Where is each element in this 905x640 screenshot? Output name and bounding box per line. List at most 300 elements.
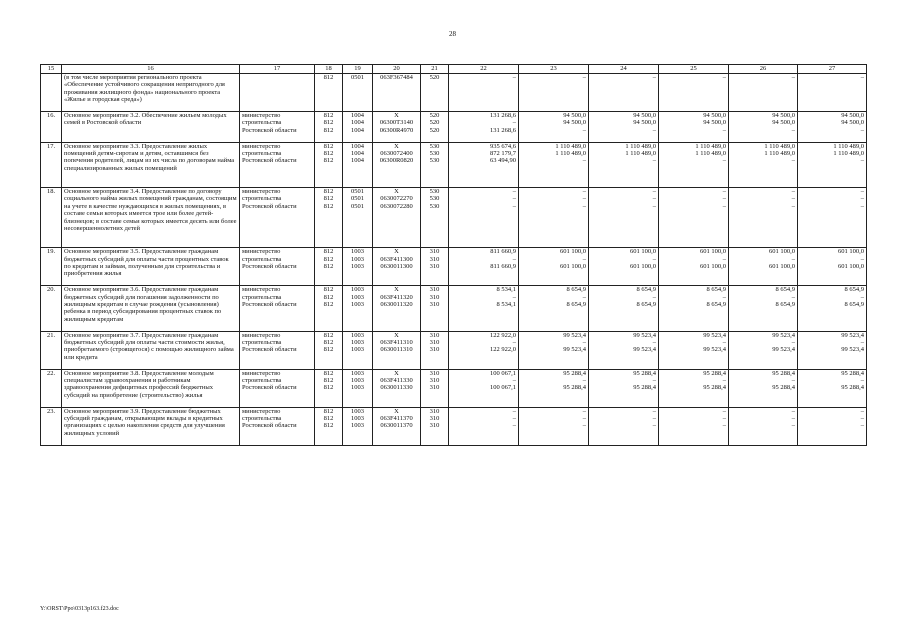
sub-value: 95 288,4 <box>703 384 726 392</box>
sub-value: 310 <box>429 384 440 392</box>
sub-value: 1004 <box>351 142 364 150</box>
sub-value: 812 <box>323 195 334 203</box>
column-header: 17 <box>240 65 315 74</box>
sub-value: 063F411300 <box>380 255 413 263</box>
sub-value: 811 660,9 <box>490 248 516 256</box>
value-cell <box>373 74 421 112</box>
sub-value: 0630011370 <box>380 422 413 430</box>
table-body <box>41 74 867 446</box>
sub-value: 812 <box>323 384 334 392</box>
sub-value: 1003 <box>351 293 364 301</box>
sub-value: 94 500,0 <box>703 112 726 119</box>
sub-value: – <box>722 414 726 422</box>
value-cell <box>659 248 729 286</box>
sub-value: 95 288,4 <box>841 369 864 377</box>
value-cell <box>343 142 373 187</box>
sub-value: 8 654,9 <box>706 300 726 308</box>
table-row <box>41 331 867 369</box>
sub-value: – <box>582 407 586 415</box>
sub-value: 8 534,1 <box>496 300 516 308</box>
sub-value: 812 <box>323 286 334 294</box>
sub-value: 06300R0820 <box>379 157 414 165</box>
value-cell <box>315 331 343 369</box>
sub-value: 99 523,4 <box>703 346 726 354</box>
row-number: 20. <box>41 286 62 331</box>
sub-value: – <box>722 202 726 210</box>
measure-name: Основное мероприятие 3.3. Предоставление жилых помещений детям-сиротам и детям, оставшимся без попечения родителей, лицам из их числа по договорам найма специализированных жилых помещений <box>62 142 240 187</box>
sub-value: 0630011300 <box>380 262 413 270</box>
value-cell <box>373 331 421 369</box>
value-cell <box>798 187 867 247</box>
sub-value: 812 <box>323 293 334 301</box>
sub-value: 310 <box>429 286 440 294</box>
value-cell <box>729 248 798 286</box>
sub-value: – <box>722 293 726 301</box>
value-cell <box>315 248 343 286</box>
sub-value: 1003 <box>351 422 364 430</box>
sub-value: 1 110 489,0 <box>695 142 726 150</box>
sub-value: – <box>512 74 516 81</box>
sub-value: 310 <box>429 300 440 308</box>
sub-value: 812 <box>323 119 334 127</box>
value-cell <box>798 286 867 331</box>
sub-value: – <box>722 407 726 415</box>
sub-value: – <box>512 414 516 422</box>
table-row <box>41 142 867 187</box>
sub-value: – <box>582 293 586 301</box>
value-cell <box>659 74 729 112</box>
column-header: 27 <box>798 65 867 74</box>
sub-value: 1003 <box>351 407 364 415</box>
value-cell <box>659 331 729 369</box>
value-cell <box>449 74 519 112</box>
sub-value: 94 500,0 <box>633 119 656 127</box>
sub-value: 812 <box>323 369 334 377</box>
value-cell <box>729 407 798 445</box>
sub-value: 812 <box>323 187 334 195</box>
value-cell <box>421 187 449 247</box>
sub-value: – <box>512 293 516 301</box>
sub-value: 8 654,9 <box>775 300 795 308</box>
sub-value: – <box>582 195 586 203</box>
sub-value: 95 288,4 <box>563 384 586 392</box>
sub-value: 520 <box>429 119 440 127</box>
responsible-executor: министерство строительства Ростовской области <box>240 369 315 407</box>
sub-value: – <box>722 376 726 384</box>
sub-value: 520 <box>429 126 440 134</box>
sub-value: – <box>722 255 726 263</box>
sub-value: 06300Т3140 <box>379 119 414 127</box>
measure-name: Основное мероприятие 3.9. Предоставление бюджетных субсидий гражданам, открывающим вклады в кредитных организациях с целью накопления средств для улучшения жилищных условий <box>62 407 240 445</box>
sub-value: 1003 <box>351 346 364 354</box>
sub-value: 812 <box>323 157 334 165</box>
sub-value: 520 <box>429 74 440 81</box>
measure-name: Основное мероприятие 3.4. Предоставление по договору социального найма жилых помещений гражданам, состоящим на учете в качестве нуждающихся в жилых помещениях, в составе семьи которых имеется трое или более детей-близнецов; в составе семьи которых имеется десять или более несовершеннолетних детей <box>62 187 240 247</box>
value-cell <box>449 407 519 445</box>
sub-value: – <box>652 195 656 203</box>
sub-value: 131 268,6 <box>490 126 516 134</box>
value-cell <box>449 248 519 286</box>
sub-value: 0630011310 <box>380 346 413 354</box>
sub-value: Х <box>394 187 399 195</box>
sub-value: 812 <box>323 414 334 422</box>
sub-value: 1004 <box>351 126 364 134</box>
sub-value: 8 654,9 <box>844 300 864 308</box>
sub-value: 1003 <box>351 414 364 422</box>
sub-value: Х <box>394 407 399 415</box>
value-cell <box>315 407 343 445</box>
value-cell <box>315 369 343 407</box>
sub-value: 1 110 489,0 <box>833 142 864 150</box>
sub-value: 1 110 489,0 <box>555 150 586 157</box>
sub-value: – <box>791 195 795 203</box>
sub-value: 0501 <box>351 74 364 81</box>
sub-value: 8 654,9 <box>636 300 656 308</box>
measure-name: Основное мероприятие 3.7. Предоставление гражданам бюджетных субсидий для оплаты части стоимости жилья, приобретаемого (строящегося) с помощью жилищного займа или кредита <box>62 331 240 369</box>
sub-value: 99 523,4 <box>563 346 586 354</box>
value-cell <box>315 286 343 331</box>
value-cell <box>373 286 421 331</box>
sub-value: – <box>582 157 586 165</box>
sub-value: 1003 <box>351 376 364 384</box>
sub-value: 95 288,4 <box>633 384 656 392</box>
sub-value: – <box>512 202 516 210</box>
sub-value: 95 288,4 <box>563 369 586 377</box>
value-cell <box>798 407 867 445</box>
sub-value: 122 922,0 <box>490 346 516 354</box>
table-row <box>41 407 867 445</box>
sub-value: Х <box>394 331 399 339</box>
value-cell <box>519 331 589 369</box>
sub-value: 310 <box>429 346 440 354</box>
responsible-executor: министерство строительства Ростовской области <box>240 248 315 286</box>
sub-value: 063F411370 <box>380 414 413 422</box>
value-cell <box>343 407 373 445</box>
sub-value: – <box>860 202 864 210</box>
column-header: 25 <box>659 65 729 74</box>
sub-value: – <box>582 255 586 263</box>
sub-value: 0501 <box>351 187 364 195</box>
sub-value: 812 <box>323 262 334 270</box>
sub-value: 530 <box>429 195 440 203</box>
sub-value: 8 654,9 <box>566 286 586 294</box>
sub-value: – <box>860 74 864 81</box>
sub-value: – <box>512 119 516 127</box>
sub-value: 1003 <box>351 255 364 263</box>
sub-value: 812 <box>323 142 334 150</box>
sub-value: 872 179,7 <box>490 150 516 157</box>
sub-value: 310 <box>429 293 440 301</box>
sub-value: 601 100,0 <box>630 248 656 256</box>
value-cell <box>659 187 729 247</box>
sub-value: – <box>512 338 516 346</box>
sub-value: 1003 <box>351 331 364 339</box>
sub-value: 1004 <box>351 112 364 119</box>
budget-table <box>40 64 867 446</box>
sub-value: 310 <box>429 414 440 422</box>
sub-value: 99 523,4 <box>772 331 795 339</box>
value-cell <box>729 331 798 369</box>
value-cell <box>589 142 659 187</box>
sub-value: 811 660,9 <box>490 262 516 270</box>
sub-value: 063F411310 <box>380 338 413 346</box>
table-row <box>41 74 867 112</box>
header-row <box>41 65 867 74</box>
sub-value: 601 100,0 <box>838 248 864 256</box>
sub-value: 8 534,1 <box>496 286 516 294</box>
sub-value: – <box>652 126 656 134</box>
responsible-executor: министерство строительства Ростовской области <box>240 331 315 369</box>
sub-value: – <box>652 255 656 263</box>
sub-value: – <box>582 338 586 346</box>
sub-value: – <box>791 74 795 81</box>
value-cell <box>373 407 421 445</box>
sub-value: – <box>512 195 516 203</box>
value-cell <box>729 369 798 407</box>
sub-value: – <box>860 157 864 165</box>
sub-value: 310 <box>429 407 440 415</box>
sub-value: 8 654,9 <box>844 286 864 294</box>
sub-value: 530 <box>429 187 440 195</box>
sub-value: 812 <box>323 346 334 354</box>
sub-value: 1004 <box>351 119 364 127</box>
sub-value: – <box>791 126 795 134</box>
value-cell <box>589 331 659 369</box>
sub-value: – <box>512 255 516 263</box>
value-cell <box>343 331 373 369</box>
value-cell <box>449 112 519 143</box>
sub-value: 100 067,1 <box>490 384 516 392</box>
sub-value: 94 500,0 <box>633 112 656 119</box>
value-cell <box>589 369 659 407</box>
sub-value: 812 <box>323 112 334 119</box>
sub-value: – <box>512 376 516 384</box>
sub-value: 99 523,4 <box>841 331 864 339</box>
sub-value: 812 <box>323 74 334 81</box>
sub-value: 310 <box>429 255 440 263</box>
sub-value: 1 110 489,0 <box>764 150 795 157</box>
sub-value: – <box>722 157 726 165</box>
value-cell <box>421 74 449 112</box>
value-cell <box>589 112 659 143</box>
value-cell <box>449 369 519 407</box>
sub-value: 99 523,4 <box>633 346 656 354</box>
sub-value: 95 288,4 <box>703 369 726 377</box>
sub-value: – <box>791 255 795 263</box>
sub-value: 812 <box>323 202 334 210</box>
value-cell <box>373 142 421 187</box>
sub-value: 99 523,4 <box>633 331 656 339</box>
measure-name: Основное мероприятие 3.6. Предоставление гражданам бюджетных субсидий для погашения задолженности по жилищным кредитам в случае рождения (усыновления) ребенка в период субсидирования процентных ставок по жилищным кредитам <box>62 286 240 331</box>
value-cell <box>519 142 589 187</box>
value-cell <box>519 286 589 331</box>
sub-value: – <box>791 187 795 195</box>
sub-value: – <box>652 202 656 210</box>
sub-value: Х <box>394 248 399 256</box>
page-number: 28 <box>449 30 456 38</box>
sub-value: 601 100,0 <box>560 262 586 270</box>
sub-value: – <box>652 293 656 301</box>
value-cell <box>343 112 373 143</box>
value-cell <box>343 286 373 331</box>
sub-value: 310 <box>429 262 440 270</box>
sub-value: 812 <box>323 407 334 415</box>
value-cell <box>343 187 373 247</box>
value-cell <box>421 407 449 445</box>
sub-value: 0501 <box>351 195 364 203</box>
sub-value: – <box>860 414 864 422</box>
sub-value: – <box>652 157 656 165</box>
row-number: 18. <box>41 187 62 247</box>
sub-value: 063F411330 <box>380 376 413 384</box>
sub-value: 063F367484 <box>380 74 413 81</box>
sub-value: – <box>860 126 864 134</box>
value-cell <box>519 112 589 143</box>
value-cell <box>589 74 659 112</box>
sub-value: – <box>582 422 586 430</box>
sub-value: 601 100,0 <box>838 262 864 270</box>
sub-value: – <box>860 338 864 346</box>
sub-value: 99 523,4 <box>841 346 864 354</box>
column-header: 15 <box>41 65 62 74</box>
measure-name: (в том числе мероприятия регионального проекта «Обеспечение устойчивого сокращения непригодного для проживания жилищного фонда» национального проекта «Жилье и городская среда») <box>62 74 240 112</box>
row-number: 21. <box>41 331 62 369</box>
sub-value: 122 922,0 <box>490 331 516 339</box>
value-cell <box>519 407 589 445</box>
value-cell <box>449 331 519 369</box>
sub-value: 812 <box>323 331 334 339</box>
value-cell <box>343 74 373 112</box>
sub-value: – <box>652 74 656 81</box>
row-number: 16. <box>41 112 62 143</box>
value-cell <box>421 142 449 187</box>
sub-value: – <box>860 407 864 415</box>
sub-value: 0630072280 <box>380 202 413 210</box>
value-cell <box>315 187 343 247</box>
sub-value: – <box>512 407 516 415</box>
table-row <box>41 187 867 247</box>
row-number <box>41 74 62 112</box>
sub-value: – <box>582 187 586 195</box>
sub-value: Х <box>394 142 399 150</box>
value-cell <box>519 248 589 286</box>
sub-value: 1 110 489,0 <box>833 150 864 157</box>
sub-value: 1003 <box>351 384 364 392</box>
value-cell <box>449 187 519 247</box>
sub-value: 530 <box>429 142 440 150</box>
sub-value: 8 654,9 <box>706 286 726 294</box>
value-cell <box>729 74 798 112</box>
sub-value: 601 100,0 <box>560 248 586 256</box>
table-row <box>41 369 867 407</box>
sub-value: – <box>582 202 586 210</box>
sub-value: 1 110 489,0 <box>625 142 656 150</box>
sub-value: – <box>791 157 795 165</box>
sub-value: 95 288,4 <box>772 369 795 377</box>
row-number: 23. <box>41 407 62 445</box>
sub-value: 1003 <box>351 248 364 256</box>
sub-value: 06300R4970 <box>379 126 414 134</box>
value-cell <box>421 248 449 286</box>
sub-value: 1 110 489,0 <box>695 150 726 157</box>
column-header: 20 <box>373 65 421 74</box>
sub-value: – <box>582 74 586 81</box>
row-number: 19. <box>41 248 62 286</box>
sub-value: – <box>722 187 726 195</box>
sub-value: 8 654,9 <box>566 300 586 308</box>
sub-value: 601 100,0 <box>769 248 795 256</box>
sub-value: 99 523,4 <box>563 331 586 339</box>
sub-value: 100 067,1 <box>490 369 516 377</box>
responsible-executor: министерство строительства Ростовской области <box>240 112 315 143</box>
value-cell <box>519 369 589 407</box>
sub-value: 0501 <box>351 202 364 210</box>
sub-value: 1 110 489,0 <box>625 150 656 157</box>
row-number: 22. <box>41 369 62 407</box>
sub-value: – <box>722 338 726 346</box>
sub-value: 94 500,0 <box>841 112 864 119</box>
responsible-executor <box>240 74 315 112</box>
sub-value: 99 523,4 <box>772 346 795 354</box>
sub-value: 95 288,4 <box>772 384 795 392</box>
sub-value: – <box>652 422 656 430</box>
sub-value: 063F411320 <box>380 293 413 301</box>
responsible-executor: министерство строительства Ростовской области <box>240 187 315 247</box>
sub-value: – <box>582 126 586 134</box>
sub-value: 99 523,4 <box>703 331 726 339</box>
sub-value: 530 <box>429 157 440 165</box>
sub-value: 94 500,0 <box>563 112 586 119</box>
value-cell <box>449 286 519 331</box>
sub-value: Х <box>394 112 399 119</box>
sub-value: Х <box>394 369 399 377</box>
sub-value: – <box>860 376 864 384</box>
sub-value: 520 <box>429 112 440 119</box>
value-cell <box>589 286 659 331</box>
measure-name: Основное мероприятие 3.2. Обеспечение жильем молодых семей в Ростовской области <box>62 112 240 143</box>
value-cell <box>798 331 867 369</box>
sub-value: – <box>652 407 656 415</box>
sub-value: 1003 <box>351 286 364 294</box>
sub-value: 95 288,4 <box>841 384 864 392</box>
sub-value: – <box>582 376 586 384</box>
sub-value: 601 100,0 <box>700 248 726 256</box>
sub-value: – <box>722 422 726 430</box>
value-cell <box>659 407 729 445</box>
sub-value: 94 500,0 <box>772 112 795 119</box>
sub-value: 8 654,9 <box>775 286 795 294</box>
sub-value: 530 <box>429 202 440 210</box>
value-cell <box>589 187 659 247</box>
value-cell <box>343 248 373 286</box>
value-cell <box>729 142 798 187</box>
sub-value: – <box>652 338 656 346</box>
value-cell <box>589 248 659 286</box>
sub-value: – <box>791 414 795 422</box>
responsible-executor: министерство строительства Ростовской области <box>240 142 315 187</box>
value-cell <box>729 112 798 143</box>
value-cell <box>421 112 449 143</box>
sub-value: – <box>860 255 864 263</box>
sub-value: 1004 <box>351 157 364 165</box>
row-number: 17. <box>41 142 62 187</box>
value-cell <box>659 142 729 187</box>
sub-value: – <box>652 187 656 195</box>
sub-value: 94 500,0 <box>703 119 726 127</box>
value-cell <box>519 74 589 112</box>
sub-value: 63 494,90 <box>490 157 516 165</box>
sub-value: – <box>722 126 726 134</box>
